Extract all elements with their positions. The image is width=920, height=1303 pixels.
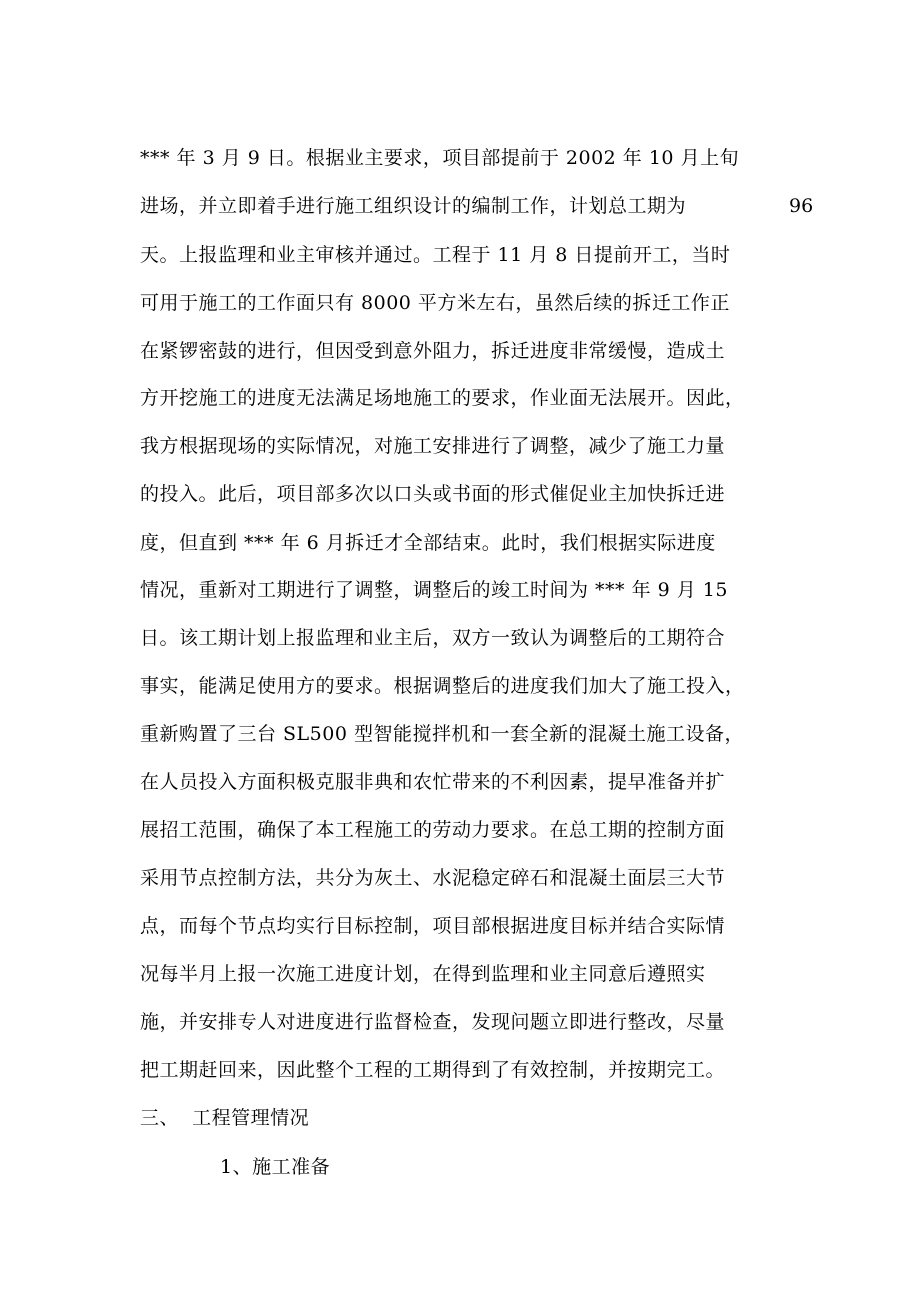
paragraph-line: 度，但直到 *** 年 6 月拆迁才全部结束。此时，我们根据实际进度 — [140, 532, 716, 554]
paragraph-line: 事实，能满足使用方的要求。根据调整后的进度我们加大了施工投入， — [140, 675, 745, 697]
paragraph-line: 把工期赶回来，因此整个工程的工期得到了有效控制，并按期完工。 — [140, 1059, 726, 1081]
paragraph-line: 我方根据现场的实际情况，对施工安排进行了调整，减少了施工力量 — [140, 435, 726, 457]
paragraph-line: 的投入。此后，项目部多次以口头或书面的形式催促业主加快拆迁进 — [140, 483, 726, 505]
section-heading: 三、 工程管理情况 — [140, 1107, 310, 1129]
paragraph-line: *** 年 3 月 9 日。根据业主要求，项目部提前于 2002 年 10 月上旬 — [140, 147, 740, 169]
paragraph-line: 况每半月上报一次施工进度计划，在得到监理和业主同意后遵照实 — [140, 963, 706, 985]
paragraph-line: 重新购置了三台 SL500 型智能搅拌机和一套全新的混凝土施工设备， — [140, 723, 744, 745]
paragraph-line: 进场，并立即着手进行施工组织设计的编制工作，计划总工期为 — [140, 195, 687, 217]
paragraph-line: 采用节点控制方法，共分为灰土、水泥稳定碎石和混凝土面层三大节 — [140, 867, 726, 889]
paragraph-line: 点，而每个节点均实行目标控制，项目部根据进度目标并结合实际情 — [140, 915, 726, 937]
paragraph-line: 日。该工期计划上报监理和业主后，双方一致认为调整后的工期符合 — [140, 627, 726, 649]
paragraph-line: 情况，重新对工期进行了调整，调整后的竣工时间为 *** 年 9 月 15 — [140, 579, 728, 601]
total-days-value: 96 — [789, 195, 814, 217]
subsection-heading: 1、施工准备 — [220, 1156, 331, 1178]
paragraph-line: 展招工范围，确保了本工程施工的劳动力要求。在总工期的控制方面 — [140, 819, 726, 841]
paragraph-line: 在紧锣密鼓的进行，但因受到意外阻力，拆迁进度非常缓慢，造成土 — [140, 340, 726, 362]
paragraph-line: 方开挖施工的进度无法满足场地施工的要求，作业面无法展开。因此， — [140, 387, 745, 409]
paragraph-line: 在人员投入方面积极克服非典和农忙带来的不利因素，提早准备并扩 — [140, 771, 726, 793]
paragraph-line: 天。上报监理和业主审核并通过。工程于 11 月 8 日提前开工，当时 — [140, 244, 731, 266]
paragraph-line: 可用于施工的工作面只有 8000 平方米左右，虽然后续的拆迁工作正 — [140, 292, 730, 314]
paragraph-line: 施，并安排专人对进度进行监督检查，发现问题立即进行整改，尽量 — [140, 1011, 726, 1033]
